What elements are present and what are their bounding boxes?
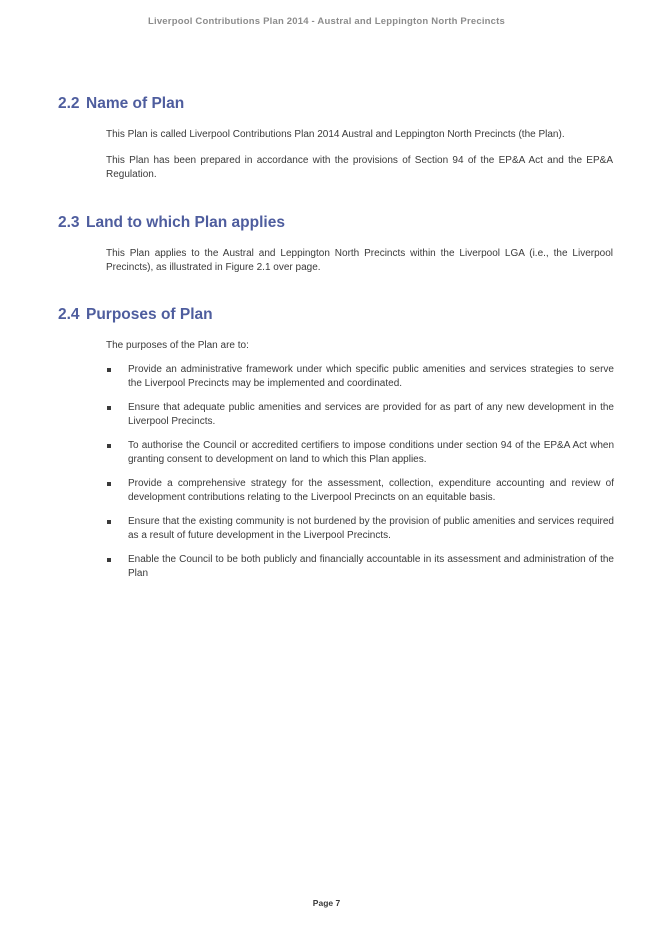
section-purposes-of-plan: [58, 306, 618, 591]
bullet-icon: [107, 368, 111, 372]
page-header: Liverpool Contributions Plan 2014 - Austral and Leppington North Precincts: [147, 16, 505, 27]
paragraph: This Plan has been prepared in accordance with the provisions of Section 94 of the EP&A Act and the EP&A Regulation.: [106, 155, 613, 180]
bullet-icon: [107, 482, 111, 486]
bullet-icon: [107, 406, 111, 410]
bullet-icon: [107, 444, 111, 448]
section-heading: [58, 95, 618, 113]
bullet-icon: [107, 558, 111, 562]
list-item-text: Provide an administrative framework under which specific public amenities and services strategies to serve the Liverpool Precincts may be implemented and coordinated.: [128, 364, 614, 389]
paragraph: This Plan is called Liverpool Contributions Plan 2014 Austral and Leppington North Precincts (the Plan).: [106, 129, 565, 140]
section-title: Purposes of Plan: [86, 306, 213, 323]
list-item: [106, 439, 614, 467]
section-number: 2.2: [58, 95, 80, 112]
section-title: Land to which Plan applies: [86, 214, 285, 231]
list-item-text: Ensure that adequate public amenities and services are provided for as part of any new development in the Liverpool Precincts.: [128, 402, 614, 427]
list-item: [106, 477, 614, 505]
list-item: [106, 363, 614, 391]
list-item-text: Ensure that the existing community is not burdened by the provision of public amenities and services required as a result of future development in the Liverpool Precincts.: [128, 516, 614, 541]
section-land-to-which-plan-applies: [58, 214, 618, 275]
list-item: [106, 401, 614, 429]
page-number: Page 7: [312, 898, 341, 908]
bullet-icon: [107, 520, 111, 524]
purposes-list: [106, 363, 614, 581]
list-item-text: Provide a comprehensive strategy for the assessment, collection, expenditure accounting and review of development contributions relating to the Liverpool Precincts on an equitable basis.: [128, 478, 614, 503]
list-item: [106, 515, 614, 543]
section-number: 2.4: [58, 306, 80, 323]
section-title: Name of Plan: [86, 95, 185, 112]
list-item-text: Enable the Council to be both publicly and financially accountable in its assessment and administration of the Plan: [128, 554, 614, 579]
section-number: 2.3: [58, 214, 80, 231]
section-heading: [58, 214, 618, 232]
section-heading: [58, 306, 618, 324]
list-item-text: To authorise the Council or accredited certifiers to impose conditions under section 94 of the EP&A Act when granting consent to development on land to which this Plan applies.: [128, 440, 614, 465]
paragraph: This Plan applies to the Austral and Leppington North Precincts within the Liverpool LGA (i.e., the Liverpool Precincts), as illustrated in Figure 2.1 over page.: [106, 248, 613, 273]
list-item: [106, 553, 614, 581]
section-name-of-plan: [58, 95, 618, 182]
intro-paragraph: The purposes of the Plan are to:: [106, 340, 249, 351]
